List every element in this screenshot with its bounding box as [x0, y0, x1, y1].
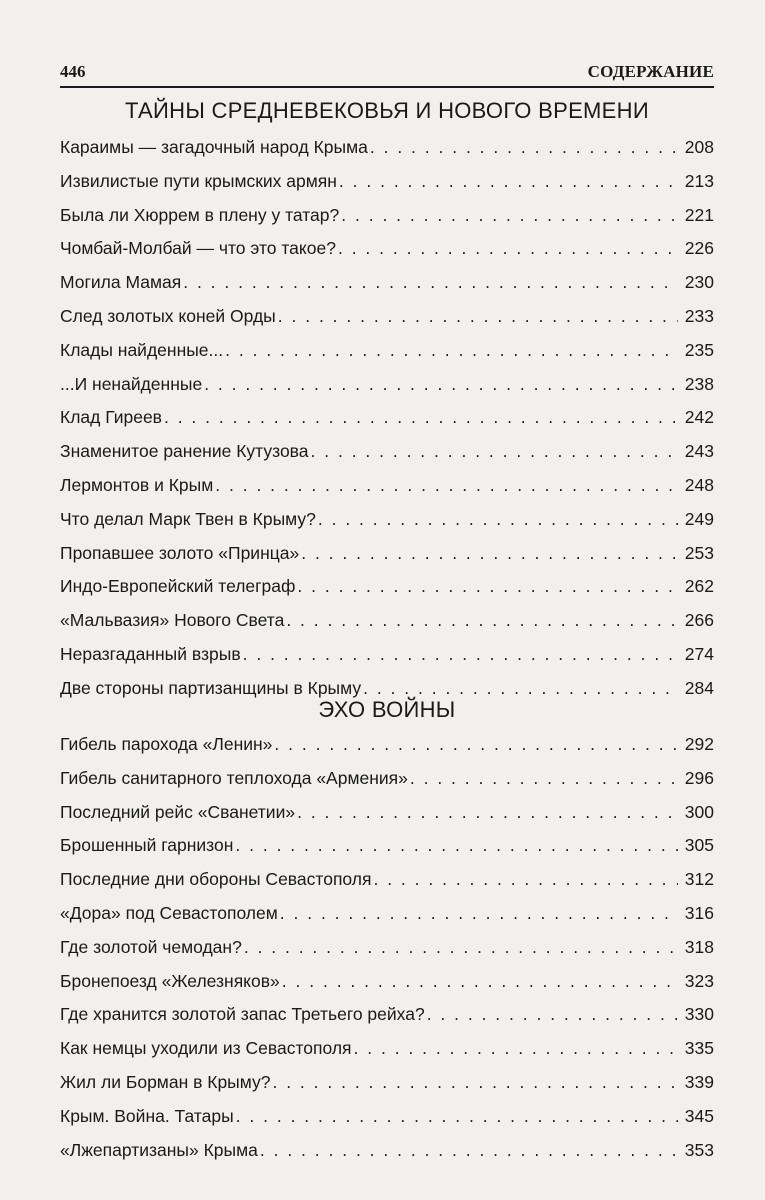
dot-leader — [274, 734, 678, 755]
dot-leader — [244, 937, 678, 958]
toc-entry-page: 292 — [684, 734, 714, 754]
toc-entry — [60, 272, 714, 306]
toc-entry-page: 221 — [684, 204, 714, 225]
dot-leader — [278, 306, 678, 327]
page-number: 446 — [60, 62, 86, 81]
page-header — [60, 60, 714, 86]
toc-entry — [60, 543, 714, 577]
dot-leader — [297, 576, 678, 597]
toc-entry — [60, 1004, 714, 1038]
toc-entry-page: 339 — [684, 1071, 714, 1092]
dot-leader — [410, 768, 678, 789]
toc-entry-title: Чомбай-Молбай — что это такое? — [60, 238, 336, 259]
header-rule — [60, 86, 714, 88]
toc-entry — [60, 1038, 714, 1072]
dot-leader — [427, 1004, 678, 1025]
toc-entry-title: Гибель санитарного теплохода «Армения» — [60, 767, 408, 788]
toc-entry-page: 323 — [684, 970, 714, 991]
toc-entry-page: 213 — [684, 170, 714, 191]
dot-leader — [280, 903, 678, 924]
dot-leader — [297, 802, 678, 823]
toc-entry-title: «Лжепартизаны» Крыма — [60, 1139, 258, 1160]
toc-entry-title: Караимы — загадочный народ Крыма — [60, 137, 368, 157]
toc-entry-page: 242 — [684, 407, 714, 428]
toc-entry-title: Две стороны партизанщины в Крыму — [60, 677, 362, 698]
toc-entry-page: 330 — [684, 1004, 714, 1025]
toc-entry-page: 274 — [684, 643, 714, 664]
toc-entry-page: 296 — [684, 767, 714, 788]
toc-entry-title: Знаменитое ранение Кутузова — [60, 441, 309, 462]
toc-entry — [60, 1072, 714, 1106]
toc-entry-title: Пропавшее золото «Принца» — [60, 542, 300, 563]
dot-leader — [373, 869, 678, 890]
toc-entry — [60, 835, 714, 869]
section-heading: ТАЙНЫ СРЕДНЕВЕКОВЬЯ И НОВОГО ВРЕМЕНИ — [125, 98, 649, 123]
toc-entry — [60, 1106, 714, 1140]
toc-entry-page: 253 — [684, 542, 714, 563]
toc-entry-page: 243 — [684, 441, 714, 462]
toc-entry — [60, 937, 714, 971]
toc-entry-title: Индо-Европейский телеграф — [60, 576, 296, 597]
toc-entry-title: Бронепоезд «Железняков» — [60, 970, 280, 991]
toc-entry — [60, 306, 714, 340]
toc-entry — [60, 610, 714, 644]
dot-leader — [183, 272, 678, 293]
toc-entry-title: Брошенный гарнизон — [60, 835, 234, 856]
section-heading: ЭХО ВОЙНЫ — [318, 697, 456, 722]
toc-entry-page: 345 — [684, 1105, 714, 1126]
dot-leader — [318, 509, 678, 530]
toc-entry-page: 318 — [684, 936, 714, 957]
toc-entry-title: Могила Мамая — [60, 272, 182, 293]
toc-entry-title: Как немцы уходили из Севастополя — [60, 1038, 352, 1059]
toc-entry-page: 284 — [684, 677, 714, 698]
dot-leader — [338, 238, 678, 259]
toc-entry-title: Гибель парохода «Ленин» — [60, 734, 273, 754]
toc-entry-title: Последние дни обороны Севастополя — [60, 869, 372, 890]
dot-leader — [235, 835, 678, 856]
dot-leader — [236, 1106, 678, 1127]
toc-entry — [60, 644, 714, 678]
toc-entry — [60, 171, 714, 205]
toc-entry — [60, 768, 714, 802]
toc-entry-page: 312 — [684, 869, 714, 890]
dot-leader — [282, 971, 678, 992]
toc-entry — [60, 576, 714, 610]
toc-entry-page: 208 — [684, 137, 714, 157]
toc-entry-page: 249 — [684, 508, 714, 529]
toc-entry-title: ...И ненайденные — [60, 373, 203, 394]
toc-entry — [60, 869, 714, 903]
toc-entry-title: Неразгаданный взрыв — [60, 643, 241, 664]
toc-entry — [60, 374, 714, 408]
toc-entry-title: Жил ли Борман в Крыму? — [60, 1071, 271, 1092]
dot-leader — [164, 407, 678, 428]
dot-leader — [370, 137, 678, 158]
toc-entry-title: Где хранится золотой запас Третьего рейха? — [60, 1004, 425, 1025]
dot-leader — [272, 1072, 678, 1093]
toc-entry-title: Крым. Война. Татары — [60, 1105, 234, 1126]
dot-leader — [204, 374, 678, 395]
toc-entry-page: 233 — [684, 305, 714, 326]
toc-entry — [60, 971, 714, 1005]
toc-entry — [60, 475, 714, 509]
toc-entry-title: Клады найденные... — [60, 339, 224, 360]
dot-leader — [301, 543, 678, 564]
toc-entry — [60, 441, 714, 475]
toc-entry-page: 305 — [684, 835, 714, 856]
toc-entry-title: Лермонтов и Крым — [60, 474, 214, 495]
toc-entry-page: 235 — [684, 339, 714, 360]
dot-leader — [311, 441, 678, 462]
toc-entry-title: Клад Гиреев — [60, 407, 162, 428]
toc-entry-title: Где золотой чемодан? — [60, 936, 242, 957]
toc-list — [60, 137, 714, 712]
toc-entry-title: Что делал Марк Твен в Крыму? — [60, 508, 316, 529]
toc-entry-title: Была ли Хюррем в плену у татар? — [60, 204, 340, 225]
toc-entry-title: «Мальвазия» Нового Света — [60, 610, 285, 631]
toc-entry-page: 300 — [684, 801, 714, 822]
dot-leader — [243, 644, 678, 665]
toc-entry — [60, 238, 714, 272]
toc-entry-title: След золотых коней Орды — [60, 305, 276, 326]
toc-entry — [60, 1140, 714, 1174]
toc-entry — [60, 903, 714, 937]
toc-entry — [60, 509, 714, 543]
running-title: СОДЕРЖАНИЕ — [587, 62, 714, 81]
toc-entry-page: 226 — [684, 238, 714, 259]
dot-leader — [339, 171, 678, 192]
toc-entry — [60, 137, 714, 171]
toc-list — [60, 734, 714, 1173]
dot-leader — [225, 340, 678, 361]
toc-entry-page: 230 — [684, 272, 714, 293]
toc-entry-page: 238 — [684, 373, 714, 394]
dot-leader — [341, 205, 678, 226]
toc-entry-page: 266 — [684, 610, 714, 631]
toc-entry — [60, 205, 714, 239]
toc-entry-page: 262 — [684, 576, 714, 597]
toc-entry-page: 353 — [684, 1139, 714, 1160]
toc-entry — [60, 734, 714, 768]
toc-entry — [60, 802, 714, 836]
toc-entry-page: 316 — [684, 902, 714, 923]
dot-leader — [354, 1038, 678, 1059]
toc-entry — [60, 340, 714, 374]
dot-leader — [260, 1140, 678, 1161]
toc-entry-title: «Дора» под Севастополем — [60, 902, 278, 923]
toc-entry-page: 248 — [684, 474, 714, 495]
dot-leader — [286, 610, 678, 631]
toc-entry-page: 335 — [684, 1038, 714, 1059]
toc-entry-title: Последний рейс «Сванетии» — [60, 801, 296, 822]
toc-entry-title: Извилистые пути крымских армян — [60, 170, 337, 191]
toc-entry — [60, 407, 714, 441]
dot-leader — [215, 475, 678, 496]
